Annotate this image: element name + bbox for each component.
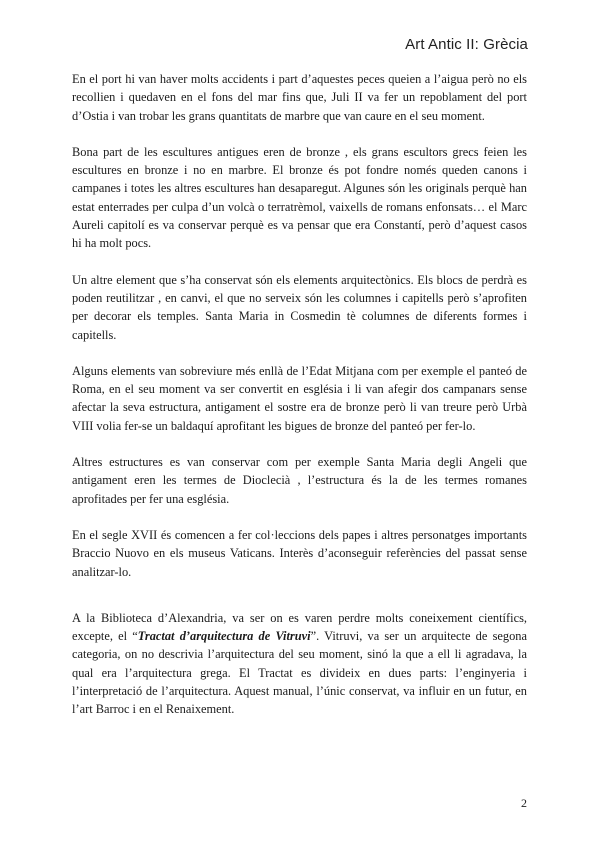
- book-title-emphasis: Tractat d’arquitectura de Vitruvi: [137, 629, 311, 644]
- paragraph-bronze-sculptures: Bona part de les escultures antigues eren de bronze , els grans escultors grecs feien les escultures en bronze i no en marbre. El bronze és pot fondre només queden canons i campanes i totes les altres escultures han desaparegut. Algunes són les originals perquè han estat enterrades per culpa d’un volcà o terratrèmol, vaixells de romans enfonsats… el Marc Aureli capitolí es va conservar perquè es va pensar que era Constantí, però d’aquest casos hi ha molt pocs.: [72, 144, 527, 251]
- page-number: 2: [521, 796, 527, 810]
- paragraph-architectural-elements: Un altre element que s’ha conservat són els elements arquitectònics. Els blocs de perdrà es poden reutilitzar , en canvi, el que no serveix són les columnes i capitells però s’aprofiten per decorar els temples. Santa Maria in Cosmedin tè columnes de diferents formes i capitells.: [72, 272, 527, 342]
- paragraph-vitruvius: [72, 609, 527, 719]
- paragraph-vitruvius-before: A la Biblioteca d’Alexandria, va ser on es varen perdre molts coneixement científics, excepte, el “: [72, 610, 527, 644]
- paragraph-santa-maria-angeli: Altres estructures es van conservar com per exemple Santa Maria degli Angeli que antigament eren les termes de Dioclecià , l’estructura és la de les termes romanes aprofitades per fer una església.: [72, 455, 527, 506]
- paragraph-port-ostia: En el port hi van haver molts accidents i part d’aquestes peces queien a l’aigua però no els recollien i quedaven en el fons del mar fins que, Juli II va fer un repoblament del port d’Ostia i van trobar les grans quantitats de marbre que van caure en el seu moment.: [72, 72, 527, 123]
- document-body: [72, 70, 527, 737]
- running-header: Art Antic II: Grècia: [405, 36, 528, 53]
- paragraph-vitruvius-after: ”. Vitruvi, va ser un arquitecte de segona categoria, on no descrivia l’arquitectura del seu moment, sinó la que a ell li agradava, la qual era l’arquitectura grega. El Tractat es divideix en dues parts: l’enginyeria i l’interpretació de l’arquitectura. Aquest manual, l’únic conservat, va influir en un futur, en l’art Barroc i en el Renaixement.: [72, 629, 527, 717]
- paragraph-pantheon: Alguns elements van sobreviure més enllà de l’Edat Mitjana com per exemple el panteó de Roma, en el seu moment va ser convertit en església i li van afegir dos campanars sense afectar la seva estructura, antigament el sostre era de bronze però li van treure però Urbà VIII volia fer-se un baldaquí aprofitant les bigues de bronze del panteó per fer-lo.: [72, 363, 527, 433]
- paragraph-collections: En el segle XVII és comencen a fer col·leccions dels papes i altres personatges importants Braccio Nuovo en els museus Vaticans. Interès d’aconseguir referències del passat sense analitzar-lo.: [72, 527, 527, 579]
